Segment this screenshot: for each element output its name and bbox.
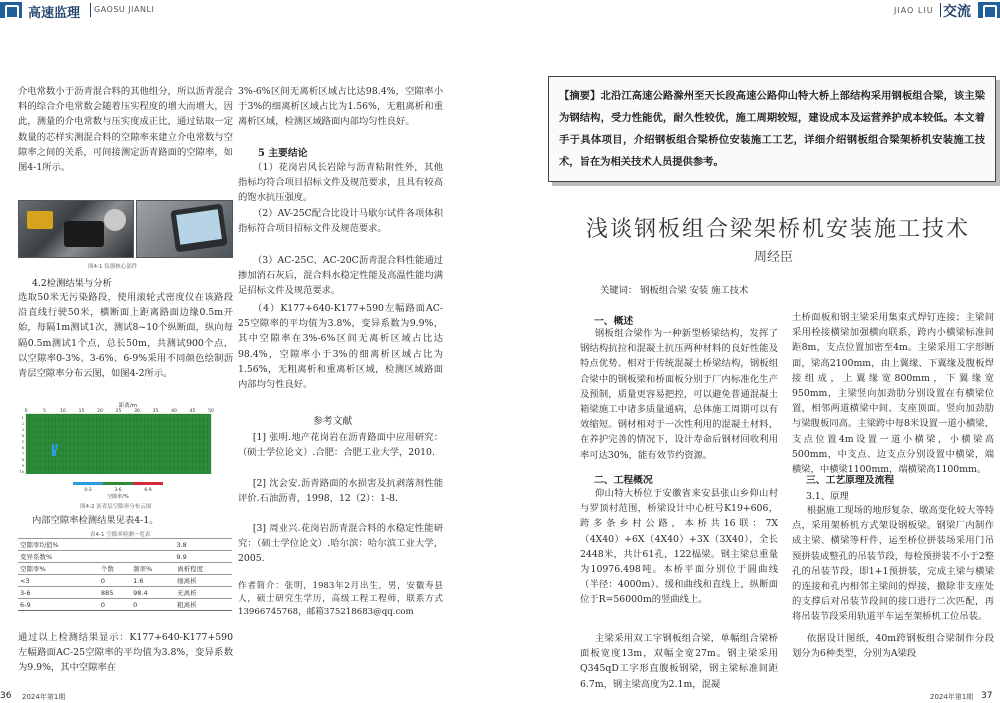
x-tick-label: 0	[24, 409, 28, 414]
x-tick-label: 15	[78, 409, 85, 414]
legend-label: 6-9	[144, 488, 152, 493]
table-cell: 885	[99, 587, 131, 599]
row-label: 9	[21, 464, 24, 468]
table-cell: 9.9	[131, 551, 232, 563]
author-note: 作者简介：张明，1983年2月出生，男，安徽寿县人，硕士研究生学历，高级工程工程师，联系方式13966745768，邮箱375218683@qq.com	[238, 581, 443, 617]
x-tick-label: 25	[115, 409, 122, 414]
table-cell	[99, 551, 131, 563]
col4-paragraph-2: 根据施工现场的地形复杂、墩高变化较大等特点，采用架桥机方式架设钢板梁。钢梁厂内制作成主梁、横梁等杆件，运至桥位拼装场采用门吊预拼装成整孔的吊装节段，每检预拼装不小于2整孔的吊装节段，即1+1预拼装，完成主梁与横梁的连接和孔内相邻主梁间的焊接，撤除非支座处的支撑后对吊装节段间的接口进行二次匹配，再将吊装节段采用轨道平车运至架桥机工位吊装。	[792, 505, 994, 623]
table-cell: 无离析	[175, 587, 232, 599]
x-tick-label: 5	[43, 409, 46, 414]
table-cell: <3	[18, 575, 99, 587]
table-row	[18, 575, 232, 587]
conclusion-1: （1）花岗岩风长岩除与沥青粘附性外，其他指标均符合项目招标文件及规范要求，且具有较高的饱水抗压强度。	[238, 162, 443, 204]
chart-xlabel: 空隙率/%	[107, 494, 129, 500]
reference-1: [1] 张明.地产花岗岩在沥青路面中应用研究：（硕士学位论文）.合肥：合肥工业大学，2010.	[238, 432, 443, 459]
issue-left: 2024年第1期	[22, 693, 66, 701]
legend-label: 0-3	[84, 488, 92, 493]
logo-icon-right	[978, 2, 1000, 18]
row-label: 4	[21, 434, 24, 438]
col1-paragraph-4: 通过以上检测结果显示：K177+640-K177+590左幅路面AC-25空隙率的平均值为3.8%，变异系数为9.9%，其中空隙率在	[18, 632, 233, 674]
table-cell	[99, 539, 131, 551]
section-subtitle: GAOSU JIANLI	[94, 5, 155, 14]
row-label: 7	[21, 452, 24, 456]
table-cell: 0	[99, 575, 131, 587]
legend-swatch	[103, 482, 133, 485]
header-divider-right	[940, 3, 941, 17]
section-heading-conclusions: 5 主要结论	[258, 148, 308, 159]
row-label: 10	[19, 470, 24, 474]
logo-icon	[0, 2, 22, 18]
abstract-text: 【摘要】北沿江高速公路滁州至天长段高速公路仰山特大桥上部结构采用钢板组合梁，该主梁为钢结构，受力性能优，耐久性较优，施工周期较短，建设成本及运营养护成本较低。本文着手于具体项目，介绍钢板组合梁桥位安装施工工艺，详细介绍钢板组合梁架桥机安装施工技术，旨在为相关技术人员提供参考。	[559, 90, 985, 168]
reference-3: [3] 周业兴.花岗岩沥青混合料的水稳定性能研究：（硕士学位论文）.哈尔滨：哈尔滨工业大学，2005.	[238, 523, 443, 565]
heatmap-cell	[52, 444, 54, 450]
conclusion-2: （2）AV-25C配合比设计马歇尔试件各项体积指标符合项目招标文件及规范要求。	[238, 208, 443, 235]
table-row	[18, 539, 232, 551]
row-label: 3	[21, 428, 24, 432]
col3-paragraph-2: 仰山特大桥位于安徽省来安县张山乡仰山村与罗顶村范围，桥梁设计中心桩号K19+606，跨多条乡村公路，本桥共16联：7X（4X40）+6X（4X40）+3X（3X40），全长2448米，共计61孔，122榀梁。钢主梁总重量为10976.498吨。本桥平面分别位于圆曲线（半径：4000m）、缓和曲线和直线上，纵断面位于R=56000m的竖曲线上。	[580, 488, 778, 606]
table-cell: 6-9	[18, 599, 99, 611]
table-cell: 离析程度	[175, 563, 232, 575]
figure-caption-2: 图4-2 沥青层空隙率分布云图	[80, 504, 152, 510]
table-caption: 表4-1 空隙率检测一览表	[90, 532, 151, 538]
x-tick-label: 20	[97, 409, 103, 414]
row-label: 5	[21, 440, 24, 444]
chart-title: 距离/m	[118, 403, 138, 409]
table-cell: 空隙率均值%	[18, 539, 99, 551]
table-cell: 3.8	[131, 539, 232, 551]
issue-right: 2024年第1期	[930, 693, 974, 701]
table-cell: 变异系数%	[18, 551, 99, 563]
instrument-photo-2	[136, 200, 233, 258]
keywords: 关键词： 钢板组合梁 安装 施工技术	[600, 285, 749, 296]
section-heading-process: 三、工艺原理及流程	[806, 475, 895, 486]
article-author: 周经臣	[754, 250, 794, 265]
table-cell: 0	[131, 599, 175, 611]
instrument-photo-1	[18, 200, 134, 258]
table-cell: 细离析	[175, 575, 232, 587]
section-subtitle-right: JIAO LIU	[894, 6, 934, 15]
section-title: 高速监理	[28, 6, 81, 21]
x-tick-label: 35	[152, 409, 159, 414]
table-cell: 个数	[99, 563, 131, 575]
row-label: 2	[21, 422, 24, 426]
section-heading-overview: 一、概述	[594, 316, 634, 327]
table-cell: 空隙率%	[18, 563, 99, 575]
table-row	[18, 587, 232, 599]
page-number-left: 36	[0, 691, 12, 701]
heatmap-cell	[54, 450, 56, 456]
table-row	[18, 551, 232, 563]
legend-label: 3-6	[114, 488, 122, 493]
table-row	[18, 563, 232, 575]
x-tick-label: 30	[134, 409, 140, 414]
x-tick-label: 40	[171, 409, 177, 414]
legend-swatch	[133, 482, 163, 485]
abstract-box	[548, 76, 996, 182]
header-divider	[90, 3, 91, 17]
article-title: 浅谈钢板组合梁架桥机安装施工技术	[586, 217, 971, 242]
x-tick-label: 50	[208, 409, 214, 414]
x-tick-label: 10	[60, 409, 66, 414]
page-number-right: 37	[981, 691, 993, 701]
section-heading-project: 二、工程概况	[594, 475, 653, 486]
section-title-right: 交流	[943, 4, 971, 20]
col3-paragraph-1: 钢板组合梁作为一种新型桥梁结构，发挥了钢结构抗拉和混凝土抗压两种材料的良好性能及特点优势。相对于传统混凝土桥梁结构，钢板组合梁中的钢板梁和桥面板分别于厂内标准化生产及预制，质量更容易把控，可以避免普通混凝土箱梁施工中诸多质量通病，总体施工周期可以有效缩短。钢材相对于一次性利用的混凝土材料，在养护完善的情况下，设计寿命后钢材回收利用率可达30%，能有效节约资源。	[580, 328, 778, 461]
table-cell: 频率%	[131, 563, 175, 575]
col4-paragraph-1: 土桥面板和钢主梁采用集束式焊钉连接；主梁间采用栓接横梁加强横向联系，跨内小横梁标准间距8m，支点位置加密至4m。主梁采用工字形断面，梁高2100mm，由上翼缘、下翼缘及腹板焊接组成，上翼缘宽800mm，下翼缘宽 950mm，主梁竖向加劲肋分别设置在有横梁位置，相邻两道横梁中间、支座顶面。竖向加劲肋与梁腹板同高。主梁跨中每8米设置一道小横梁，支点位置4m设置一道小横梁，小横梁高500mm，中支点、边支点分别设置中横梁，端横梁，中横梁1100mm，端横梁高1100mm。	[792, 312, 994, 476]
void-ratio-table	[18, 538, 232, 611]
col1-paragraph-2: 选取50米无污染路段，使用滚轮式密度仪在该路段沿直线行驶50米，横断面上距离路面边缘0.5m开始，每隔1m测试1次，测试8~10个纵断面，纵向每隔0.5m测试1个点，总长50m，共测试900个点，以空隙率0-3%、3-6%、6-9%采用不同颜色绘制沥青层空隙率分布云图，如图4-2所示。	[18, 292, 233, 380]
table-cell: 0	[99, 599, 131, 611]
void-ratio-heatmap	[18, 400, 214, 500]
col1-paragraph-3: 内部空隙率检测结果见表4-1。	[32, 515, 159, 526]
reference-2: [2] 沈会安.沥青路面的水损害及抗剥落剂性能评价.石油沥青，1998，12（2）：1-8.	[238, 478, 443, 505]
heatmap-cell	[56, 444, 58, 450]
col4-paragraph-3: 依据设计图纸，40m跨钢板组合梁制作分段划分为6种类型，分别为A梁段	[792, 633, 994, 660]
col1-paragraph-1: 介电常数小于沥青混合料的其他组分，所以沥青混合料的综合介电常数会随着压实程度的增大而增大，因此，测量的介电常数与压实度成正比，通过钻取一定数量的芯样实测混合料的空隙率来建立介电常数与空隙率之间的关系，可间接测定沥青路面的空隙率，如图4-1所示。	[18, 86, 233, 174]
row-label: 6	[21, 446, 24, 450]
col3-paragraph-3: 主梁采用双工字钢板组合梁，单幅组合梁桥面板宽度13m，双幅全宽27m。钢主梁采用Q345qD工字形直腹板钢梁，钢主梁标准间距6.7m，钢主梁高度为2.1m，混凝	[580, 633, 778, 690]
row-label: 1	[21, 416, 24, 420]
legend-swatch	[73, 482, 103, 485]
table-cell: 1.6	[131, 575, 175, 587]
conclusion-4: （4）K177+640-K177+590左幅路面AC-25空隙率的平均值为3.8%，变异系数为9.9%，其中空隙率在3%-6%区间无离析区域占比达98.4%，空隙率小于3%的细离析区域占比为1.56%，无粗离析和重离析区域，检测区域路面内部均匀性良好。	[238, 303, 443, 391]
table-row	[18, 599, 232, 611]
col2-paragraph-1: 3%-6%区间无离析区域占比达98.4%，空隙率小于3%的细离析区域占比为1.56%，无粗离析和重离析区域，检测区域路面内部均匀性良好。	[238, 86, 443, 128]
figure-caption: 图4-1 仪器核心部件	[88, 264, 138, 270]
references-heading: 参考文献	[313, 416, 353, 427]
table-cell: 粗离析	[175, 599, 232, 611]
x-tick-label: 45	[189, 409, 196, 414]
table-cell: 3-6	[18, 587, 99, 599]
row-label: 8	[21, 458, 24, 462]
subsection-heading: 3.1、原理	[806, 491, 849, 502]
table-cell: 98.4	[131, 587, 175, 599]
section-heading: 4.2检测结果与分析	[32, 278, 112, 289]
conclusion-3: （3）AC-25C、AC-20C沥青混合料性能通过掺加消石灰后，混合料水稳定性能及高温性能均满足招标文件及规范要求。	[238, 255, 443, 297]
